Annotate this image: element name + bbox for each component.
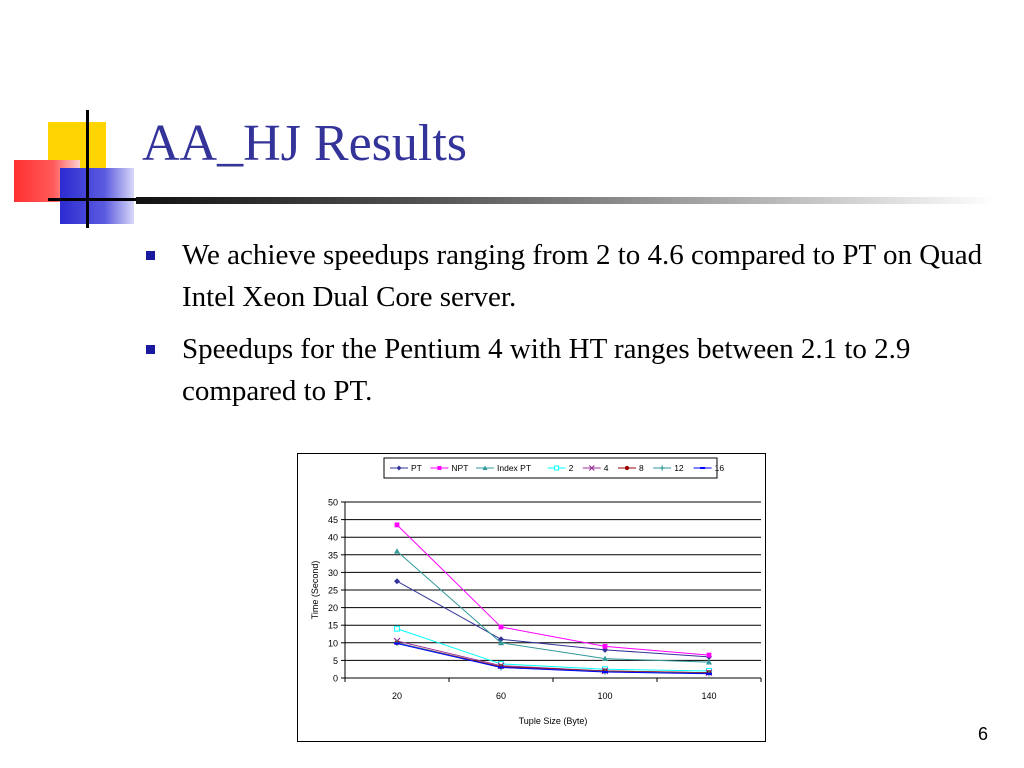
x-axis-label: Tuple Size (Byte) — [518, 716, 588, 726]
legend-label: 4 — [603, 463, 609, 473]
y-tick-label: 45 — [327, 515, 338, 526]
legend-marker — [437, 466, 441, 470]
legend-label: 2 — [568, 463, 574, 473]
bullet-square-icon — [146, 251, 155, 260]
title-underline — [136, 197, 996, 204]
bullet-item — [144, 234, 994, 318]
legend-label: 8 — [639, 463, 644, 473]
y-tick-label: 50 — [327, 497, 338, 508]
data-point — [394, 578, 400, 584]
legend-label: Index PT — [497, 463, 532, 473]
y-tick-label: 15 — [327, 620, 338, 631]
y-axis-label: Time (Second) — [310, 560, 320, 620]
data-point — [603, 644, 608, 649]
legend-label: 12 — [674, 463, 684, 473]
y-tick-label: 30 — [327, 567, 338, 578]
legend-marker — [625, 466, 629, 470]
x-tick-label: 60 — [495, 691, 507, 701]
bullet-item — [144, 328, 994, 412]
x-tick-label: 20 — [391, 691, 403, 701]
y-tick-label: 5 — [332, 655, 338, 666]
legend-label: PT — [411, 463, 422, 473]
series-line — [397, 641, 709, 673]
slide-number: 6 — [978, 724, 989, 744]
logo-decoration — [0, 0, 160, 240]
legend-marker — [555, 466, 559, 470]
legend-label: 16 — [714, 463, 725, 473]
data-point — [394, 548, 400, 553]
series-line — [397, 644, 709, 674]
y-tick-label: 0 — [332, 673, 338, 684]
logo-blue-square — [60, 168, 134, 224]
data-point — [395, 522, 400, 527]
line-chart — [298, 454, 765, 741]
logo-vertical-line — [86, 110, 89, 228]
y-tick-label: 35 — [327, 550, 338, 561]
x-tick-label: 100 — [597, 691, 613, 701]
slide-title: AA_HJ Results — [142, 115, 468, 172]
bullet-square-icon — [146, 345, 155, 354]
legend-label: NPT — [451, 463, 469, 473]
bullet-list — [144, 234, 994, 422]
data-point — [395, 626, 400, 631]
y-tick-label: 10 — [327, 638, 338, 649]
data-point — [707, 653, 712, 658]
series-line — [397, 629, 709, 671]
y-tick-label: 25 — [327, 585, 338, 596]
x-tick-label: 140 — [701, 691, 717, 701]
bullet-text: We achieve speedups ranging from 2 to 4.6 compared to PT on Quad Intel Xeon Dual Core server. — [182, 239, 983, 313]
series-line — [397, 551, 709, 662]
bullet-text: Speedups for the Pentium 4 with HT ranges between 2.1 to 2.9 compared to PT. — [182, 333, 911, 407]
y-tick-label: 20 — [327, 603, 338, 614]
data-point — [499, 625, 504, 630]
y-tick-label: 40 — [327, 532, 338, 543]
chart-frame — [297, 453, 766, 742]
